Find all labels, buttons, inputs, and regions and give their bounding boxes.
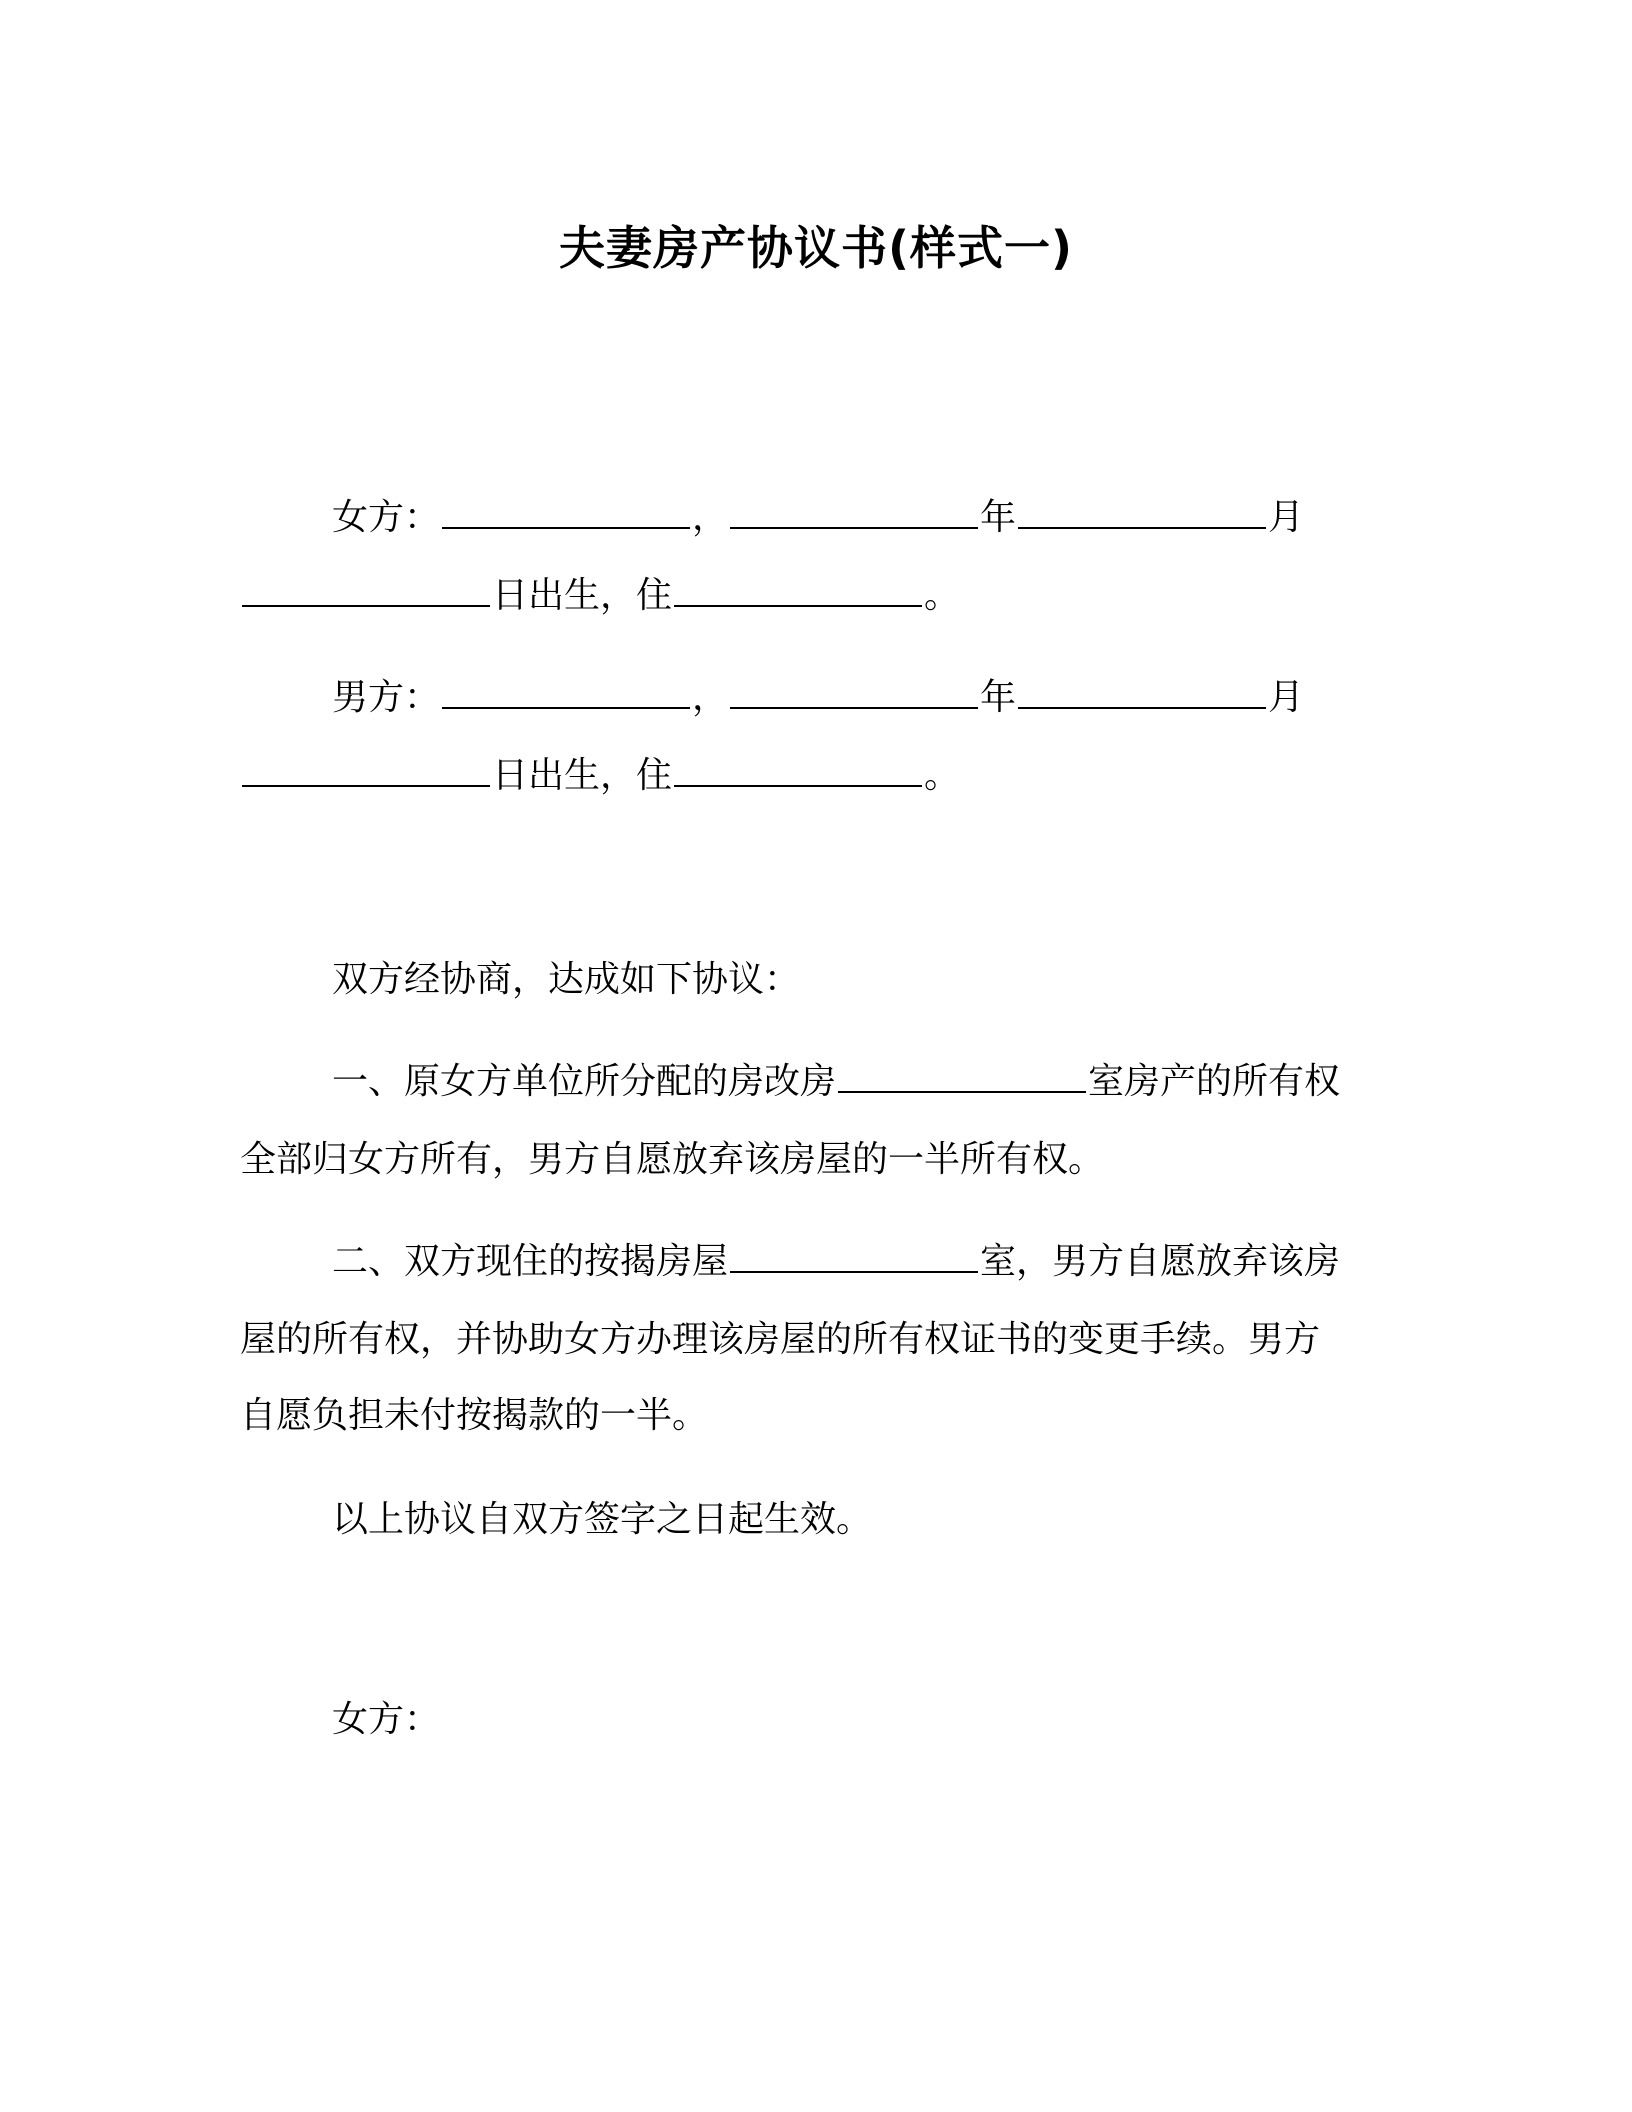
clause-2-text-a: 二、双方现住的按揭房屋 [332, 1241, 729, 1282]
clause-1-line-2: 全部归女方所有，男方自愿放弃该房屋的一半所有权。 [240, 1139, 1105, 1180]
male-birth-month-blank[interactable] [1018, 673, 1266, 709]
female-name-blank[interactable] [442, 493, 690, 529]
year-label: 年 [980, 497, 1017, 538]
period: 。 [924, 575, 961, 616]
year-label: 年 [980, 677, 1017, 718]
separator-comma: ， [692, 497, 729, 538]
male-party-line-2 [240, 750, 960, 802]
male-name-blank[interactable] [442, 673, 690, 709]
female-address-blank[interactable] [674, 571, 922, 607]
clause-1-line-1 [332, 1056, 1340, 1108]
clause-2-line-2: 屋的所有权，并协助女方办理该房屋的所有权证书的变更手续。男方 [240, 1319, 1321, 1360]
separator-comma: ， [692, 677, 729, 718]
clause-2-text-b: 室，男方自愿放弃该房 [980, 1241, 1341, 1282]
male-party-line-1 [332, 672, 1304, 724]
male-label: 男方： [332, 677, 441, 718]
born-residence-label: 日出生，住 [492, 755, 673, 796]
agreement-intro: 双方经协商，达成如下协议： [332, 959, 801, 1000]
clause-2-line-3: 自愿负担未付按揭款的一半。 [240, 1395, 709, 1436]
effective-clause: 以上协议自双方签字之日起生效。 [332, 1499, 873, 1540]
clause-1-text-b: 室房产的所有权 [1088, 1061, 1341, 1102]
clause-2-line-1 [332, 1236, 1340, 1288]
male-address-blank[interactable] [674, 751, 922, 787]
clause-1-text-a: 一、原女方单位所分配的房改房 [332, 1061, 837, 1102]
female-birth-year-blank[interactable] [730, 493, 978, 529]
female-birth-day-blank[interactable] [242, 571, 490, 607]
month-label: 月 [1268, 677, 1305, 718]
period: 。 [924, 755, 961, 796]
born-residence-label: 日出生，住 [492, 575, 673, 616]
female-signature-label: 女方： [332, 1699, 441, 1740]
month-label: 月 [1268, 497, 1305, 538]
female-party-line-2 [240, 570, 960, 622]
female-birth-month-blank[interactable] [1018, 493, 1266, 529]
clause-1-room-blank[interactable] [838, 1057, 1086, 1093]
document-title: 夫妻房产协议书(样式一) [558, 221, 1074, 275]
male-birth-year-blank[interactable] [730, 673, 978, 709]
female-party-line-1 [332, 492, 1304, 544]
female-label: 女方： [332, 497, 441, 538]
clause-2-room-blank[interactable] [730, 1237, 978, 1273]
male-birth-day-blank[interactable] [242, 751, 490, 787]
